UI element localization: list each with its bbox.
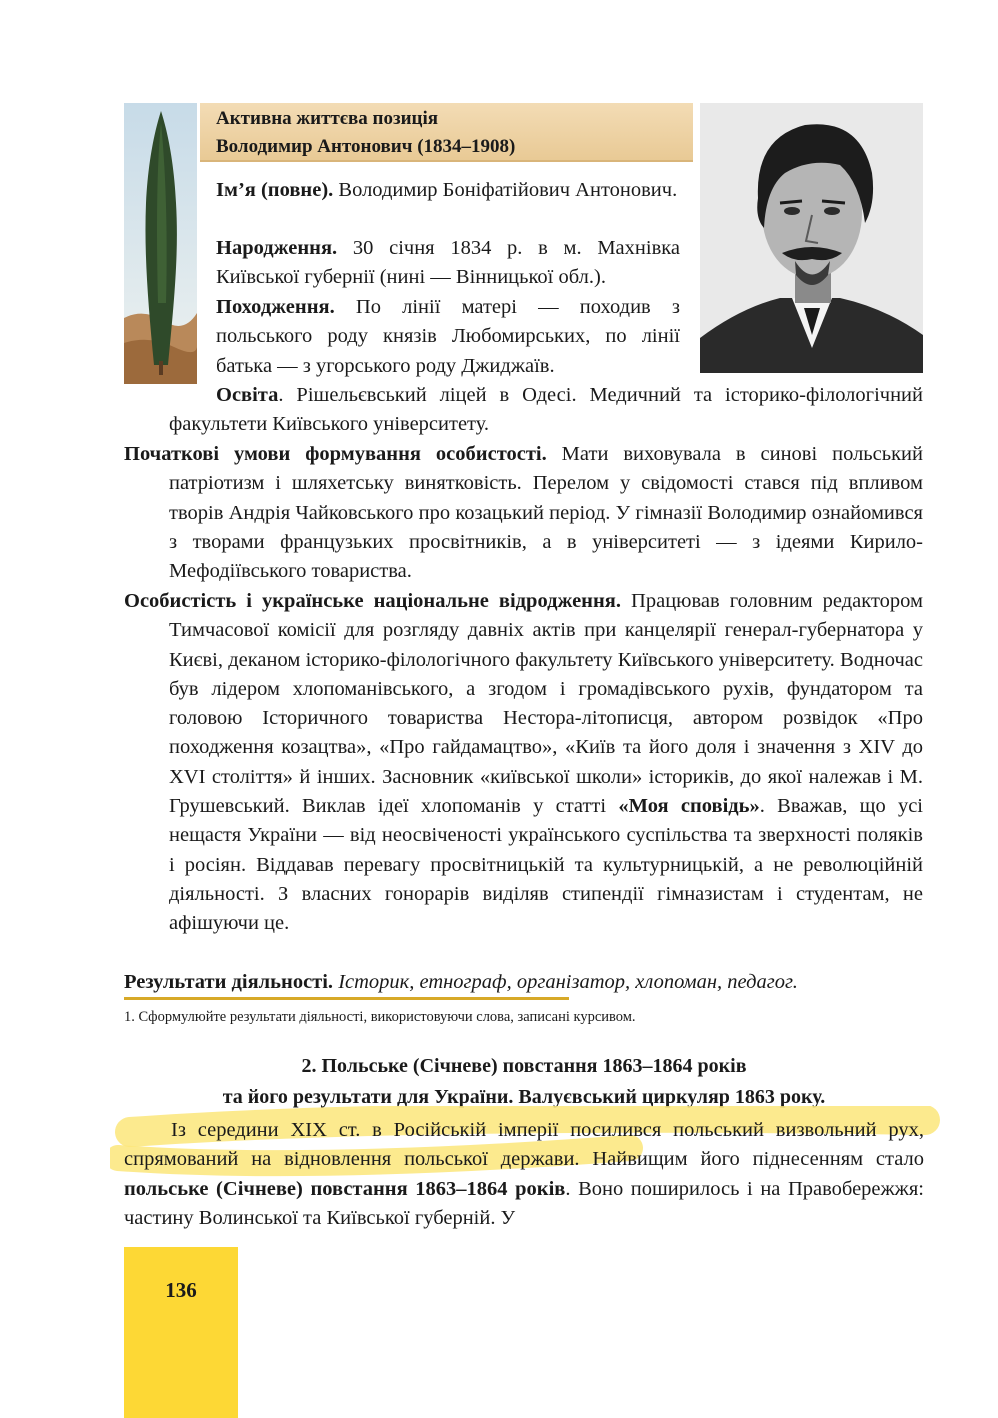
section-results (124, 968, 924, 997)
personality-bold: «Моя сповідь» (618, 795, 760, 818)
results-text: Історик, етнограф, організатор, хлопоман, педагог. (333, 971, 798, 993)
profile-birth (216, 234, 680, 293)
results-underline (124, 997, 569, 1000)
personality-text-1: Працював головним редактором Тимчасової комісії для розгляду давніх актів при канцелярії генерал-губернатора у Києві, деканом історико-філологічного факультету Київського університету. Водночас був лідером хлопоманівського, а згодом і громадівського рухів, фундатором та головою Історичного товариства Нестора-літописця, автором розвідок «Про походження козацтва», «Про гайдамацтво», «Київ та його доля і значення з XIV до XVI століття» й інших. Засновник «київської школи» істориків, до якої належав і М. Грушевський. Виклав ідеї хлопоманів у статті (169, 590, 923, 818)
start-label: Початкові умови формування особистості. (124, 443, 547, 465)
personality-label: Особистість і українське національне відродження. (124, 590, 622, 612)
name-text: Володимир Боніфатійович Антонович. (333, 179, 678, 201)
page-number: 136 (165, 1278, 197, 1302)
portrait-image (700, 103, 923, 373)
name-label: Ім’я (повне). (216, 179, 334, 201)
education-text: . Рішельєвський ліцей в Одесі. Медичний та історико-філологічний факультети Київського університету. (169, 384, 923, 436)
cypress-tree-image (124, 103, 197, 384)
profile-title-line2: Володимир Антонович (1834–1908) (216, 136, 516, 157)
body-text-1: Із середини XIX ст. в Російській імперії посилився польський визвольний рух, спрямований на відновлення польської держави. Найвищим його піднесенням стало (124, 1119, 924, 1171)
birth-label: Народження. (216, 237, 338, 259)
body-paragraph (124, 1116, 924, 1233)
origin-text: По лінії матері — походив з польського роду князів Любомирських, по лінії батька — з угорського роду Джиджаїв. (216, 296, 680, 377)
task-text: 1. Сформулюйте результати діяльності, використовуючи слова, записані курсивом. (124, 1009, 636, 1025)
origin-label: Походження. (216, 296, 335, 318)
page-number-tab (124, 1247, 238, 1418)
start-text: Мати виховувала в синові польський патріотизм і шляхетську винятковість. Перелом у свідомості стався під впливом творів Андрія Чайковського про козацький період. У гімназії Володимир ознайомився з творами французьких просвітників, а в університеті — з ідеями Кирило-Мефодіївського товариства. (169, 443, 923, 583)
section-heading-line1: 2. Польське (Січневе) повстання 1863–1864 років (301, 1055, 747, 1077)
results-label: Результати діяльності. (124, 971, 334, 993)
section-heading-line2: та його результати для України. Валуєвський циркуляр 1863 року. (222, 1086, 826, 1108)
section-personality (124, 587, 923, 939)
body-bold: польське (Січневе) повстання 1863–1864 років (124, 1177, 566, 1200)
profile-name (216, 176, 680, 205)
profile-title-bar (200, 103, 693, 162)
section-start-conditions (124, 440, 923, 586)
birth-text: 30 січня 1834 р. в м. Махнівка Київської губернії (нині — Вінницької обл.). (216, 237, 680, 289)
body-text-2: . Воно поширилось і на Правобережжя: частину Волинської та Київської губерній. У (124, 1177, 924, 1229)
profile-title-line1: Активна життєва позиція (216, 108, 439, 129)
education-label: Освіта (216, 384, 279, 406)
profile-education (169, 381, 923, 440)
personality-text-2: . Вважав, що усі нещастя України — від неосвіченості українського суспільства та зверхності поляків і росіян. Віддавав перевагу просвітницькій та культурницькій, а не революційній діяльності. З власних гонорарів виділяв стипендії гімназистам і студентам, не афішуючи це. (169, 795, 923, 935)
profile-origin (216, 293, 680, 381)
